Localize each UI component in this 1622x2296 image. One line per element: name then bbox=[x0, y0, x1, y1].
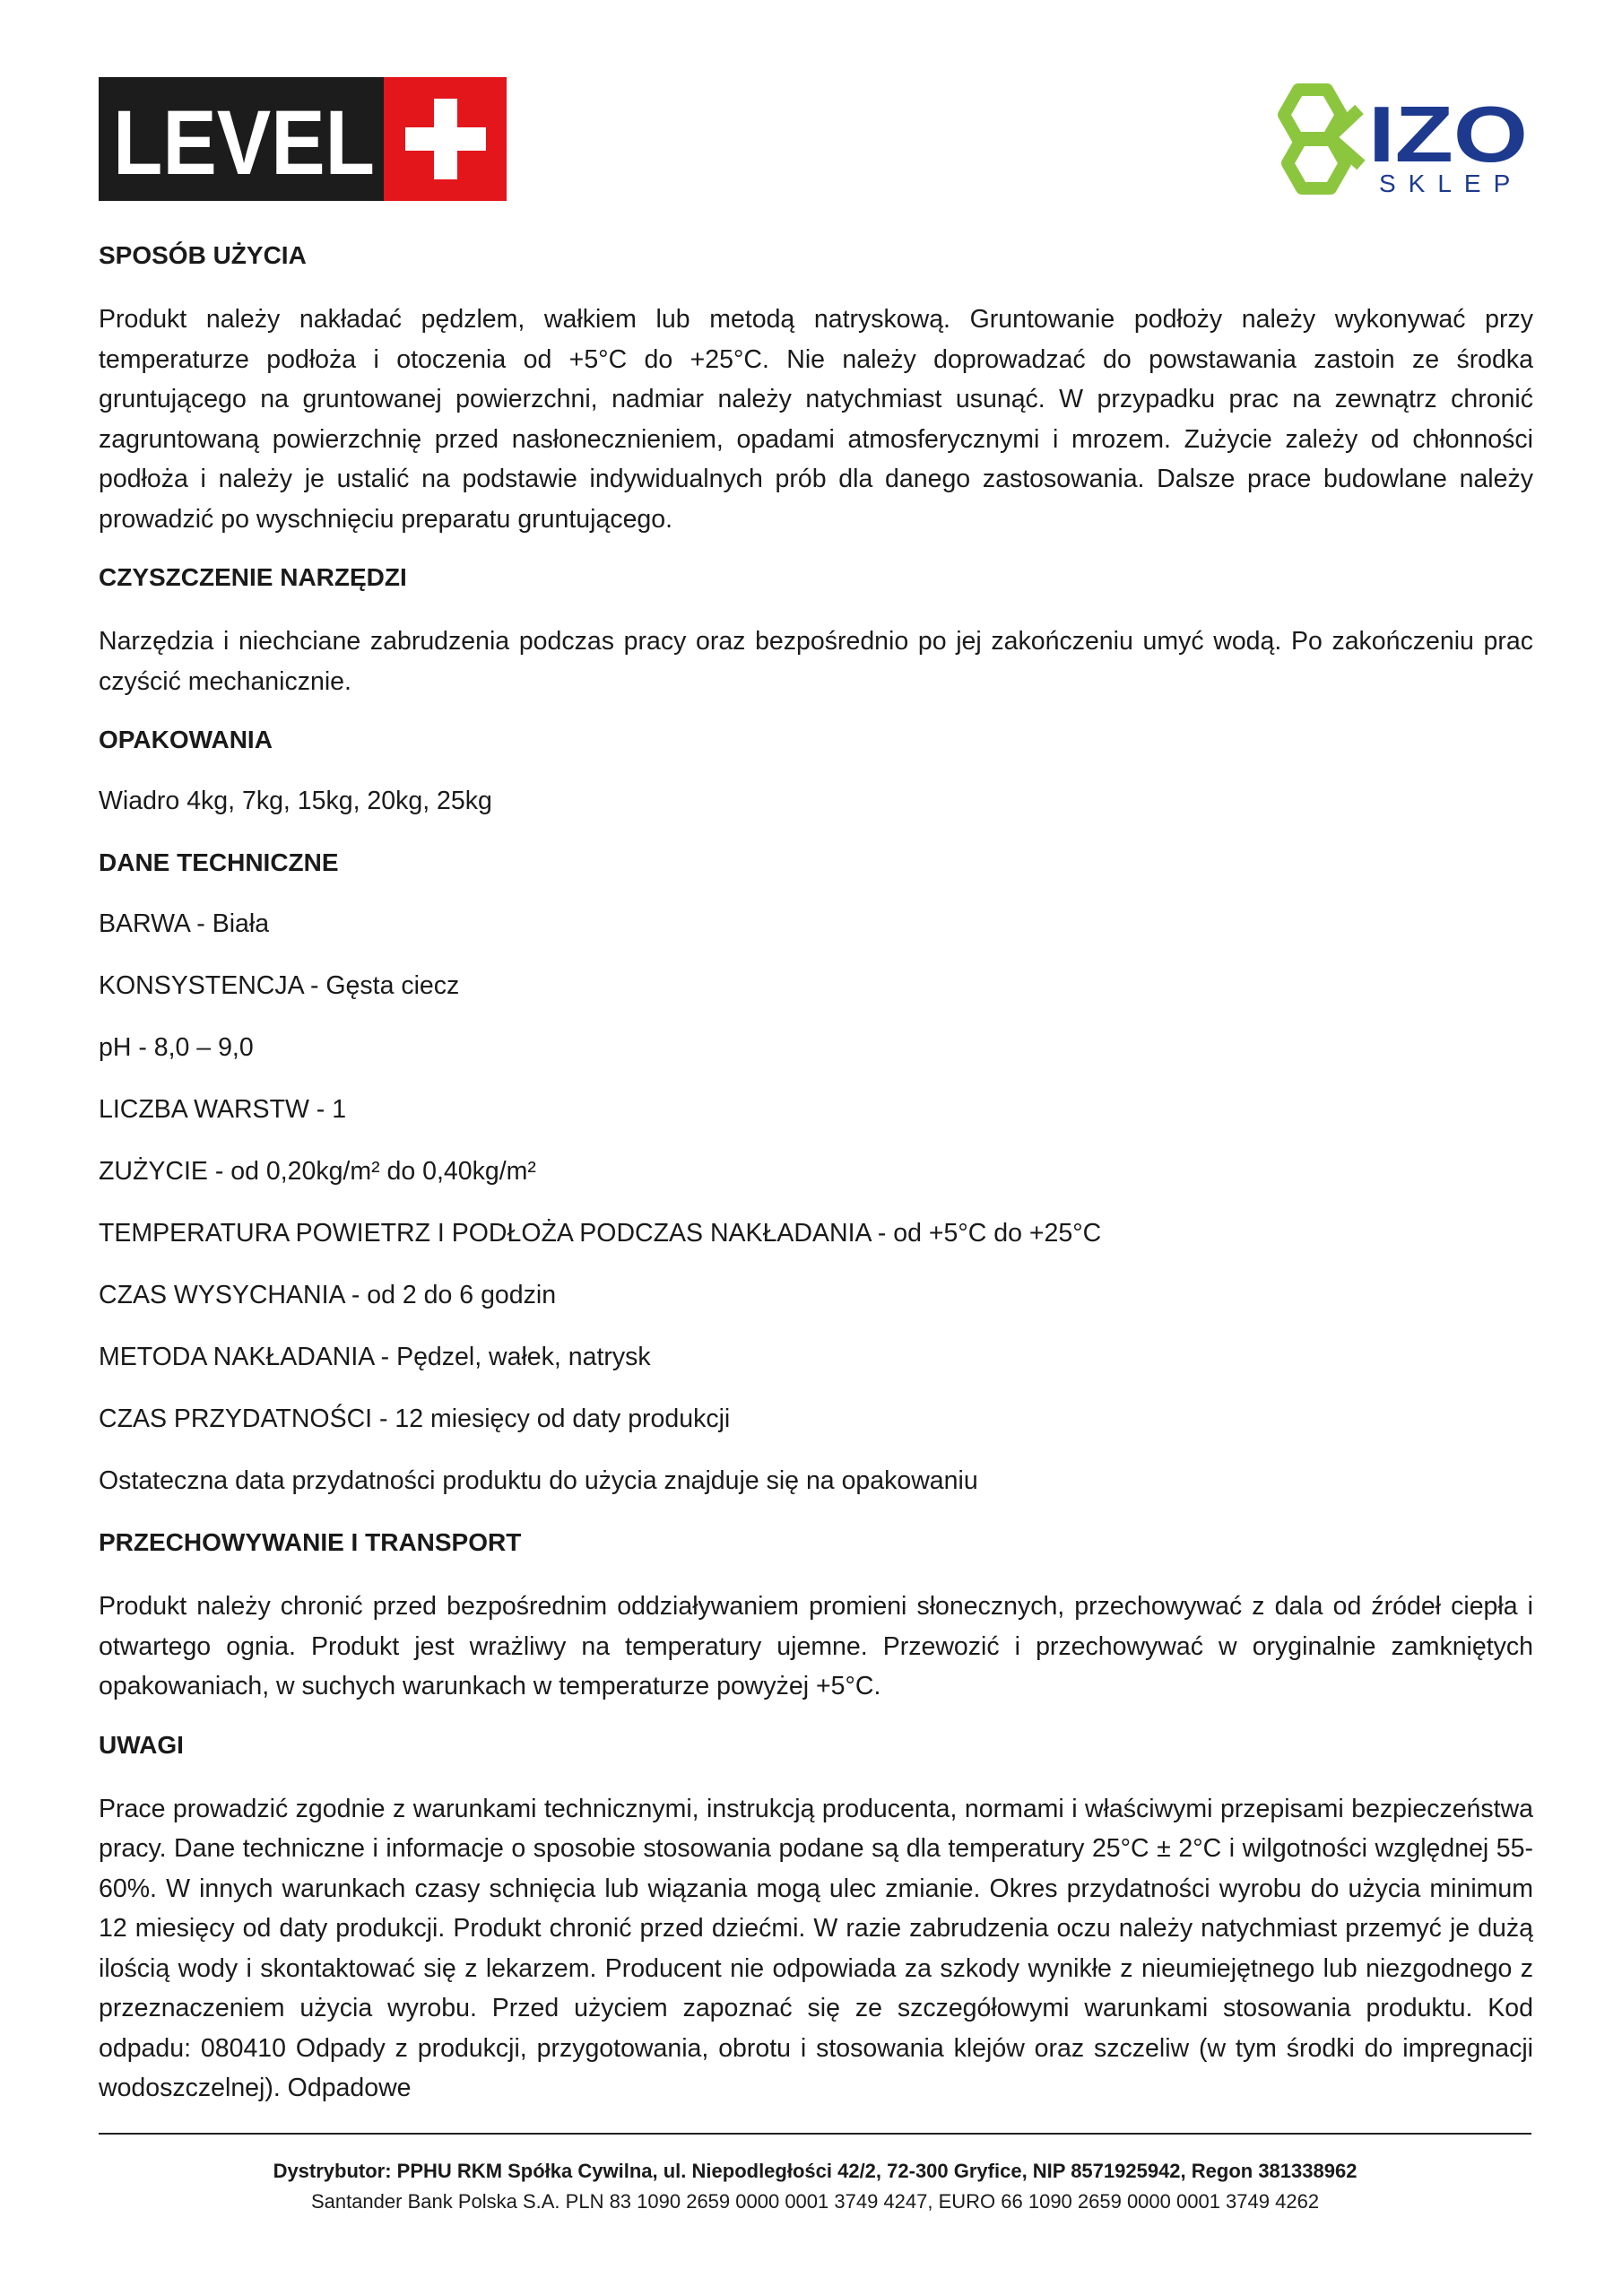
section-text-opakowania: Wiadro 4kg, 7kg, 15kg, 20kg, 25kg bbox=[99, 787, 492, 815]
izo-sklep-logo bbox=[1271, 83, 1531, 195]
spec-metoda-nakladania: METODA NAKŁADANIA - Pędzel, wałek, natrysk bbox=[99, 1343, 651, 1371]
spec-data-przydatnosci-note: Ostateczna data przydatności produktu do użycia znajduje się na opakowaniu bbox=[99, 1466, 978, 1495]
section-text-uwagi: Prace prowadzić zgodnie z warunkami technicznymi, instrukcją producenta, normami i właściwymi przepisami bezpieczeństwa pracy. Dane techniczne i informacje o sposobie stosowania podane są dla temperatury 25°C ± 2°C i wilgotności względnej 55-60%. W innych warunkach czasy schnięcia lub wiązania mogą ulec zmianie. Okres przydatności wyrobu do użycia minimum 12 miesięcy od daty produkcji. Produkt chronić przed dziećmi. W razie zabrudzenia oczu należy natychmiast przemyć je dużą ilością wody i skontaktować się z lekarzem. Producent nie odpowiada za szkody wynikłe z nieumiejętnego lub niezgodnego z przeznaczeniem użycia wyrobu. Przed użyciem zapoznać się ze szczegółowymi warunkami stosowania produktu. Kod odpadu: 080410 Odpady z produkcji, przygotowania, obrotu i stosowania klejów oraz szczeliw (w tym środki do impregnacji wodoszczelnej). Odpadowe bbox=[99, 1794, 1533, 2102]
level-plus-logo bbox=[99, 77, 507, 201]
document-content bbox=[99, 239, 1533, 2130]
spec-ph: pH - 8,0 – 9,0 bbox=[99, 1033, 254, 1062]
section-title-sposob-uzycia: SPOSÓB UŻYCIA bbox=[99, 241, 307, 269]
section-title-uwagi: UWAGI bbox=[99, 1730, 184, 1759]
footer bbox=[99, 2156, 1531, 2217]
footer-bank-accounts: Santander Bank Polska S.A. PLN 83 1090 2659 0000 0001 3749 4247, EURO 66 1090 2659 0000 0001 3749 4262 bbox=[310, 2190, 1320, 2213]
section-text-sposob-uzycia: Produkt należy nakładać pędzlem, wałkiem lub metodą natryskową. Gruntowanie podłoży należy wykonywać przy temperaturze podłoża i otoczenia od +5°C do +25°C. Nie należy doprowadzać do powstawania zastoin ze środka gruntującego na gruntowanej powierzchni, nadmiar należy natychmiast usunąć. W przypadku prac na zewnątrz chronić zagruntowaną powierzchnię przed nasłonecznieniem, opadami atmosferycznymi i mrozem. Zużycie zależy od chłonności podłoża i należy je ustalić na podstawie indywidualnych prób dla danego zastosowania. Dalsze prace budowlane należy prowadzić po wyschnięciu preparatu gruntującego. bbox=[99, 305, 1533, 534]
molecule-icon bbox=[1284, 90, 1361, 188]
section-text-czyszczenie: Narzędzia i niechciane zabrudzenia podczas pracy oraz bezpośrednio po jej zakończeniu umyć wodą. Po zakończeniu prac czyścić mechanicznie. bbox=[99, 627, 1533, 696]
spec-czas-przydatnosci: CZAS PRZYDATNOŚCI - 12 miesięcy od daty produkcji bbox=[99, 1405, 731, 1433]
section-title-czyszczenie: CZYSZCZENIE NARZĘDZI bbox=[99, 563, 407, 591]
section-text-przechowywanie: Produkt należy chronić przed bezpośrednim oddziaływaniem promieni słonecznych, przechowywać z dala od źródeł ciepła i otwartego ognia. Produkt jest wrażliwy na temperatury ujemne. Przewozić i przechowywać w oryginalnie zamkniętych opakowaniach, w suchych warunkach w temperaturze powyżej +5°C. bbox=[99, 1592, 1533, 1700]
spec-czas-wysychania: CZAS WYSYCHANIA - od 2 do 6 godzin bbox=[99, 1281, 557, 1309]
spec-liczba-warstw: LICZBA WARSTW - 1 bbox=[99, 1095, 347, 1124]
spec-temperatura: TEMPERATURA POWIETRZ I PODŁOŻA PODCZAS NAKŁADANIA - od +5°C do +25°C bbox=[99, 1219, 1102, 1248]
section-title-dane-techniczne: DANE TECHNICZNE bbox=[99, 848, 339, 876]
section-title-opakowania: OPAKOWANIA bbox=[99, 726, 273, 753]
izo-logo-text: IZO bbox=[1368, 90, 1528, 178]
sklep-logo-text: SKLEP bbox=[1379, 170, 1523, 195]
spec-barwa: BARWA - Biała bbox=[99, 909, 270, 938]
spec-zuzycie: ZUŻYCIE - od 0,20kg/m² do 0,40kg/m² bbox=[99, 1157, 536, 1186]
level-logo-text: LEVEL bbox=[113, 91, 375, 194]
footer-distributor: Dystrybutor: PPHU RKM Spółka Cywilna, ul. Niepodległości 42/2, 72-300 Gryfice, NIP 8571925942, Regon 381338962 bbox=[273, 2160, 1357, 2182]
footer-divider bbox=[99, 2133, 1531, 2135]
section-title-przechowywanie: PRZECHOWYWANIE I TRANSPORT bbox=[99, 1528, 522, 1556]
spec-konsystencja: KONSYSTENCJA - Gęsta ciecz bbox=[99, 971, 460, 1000]
